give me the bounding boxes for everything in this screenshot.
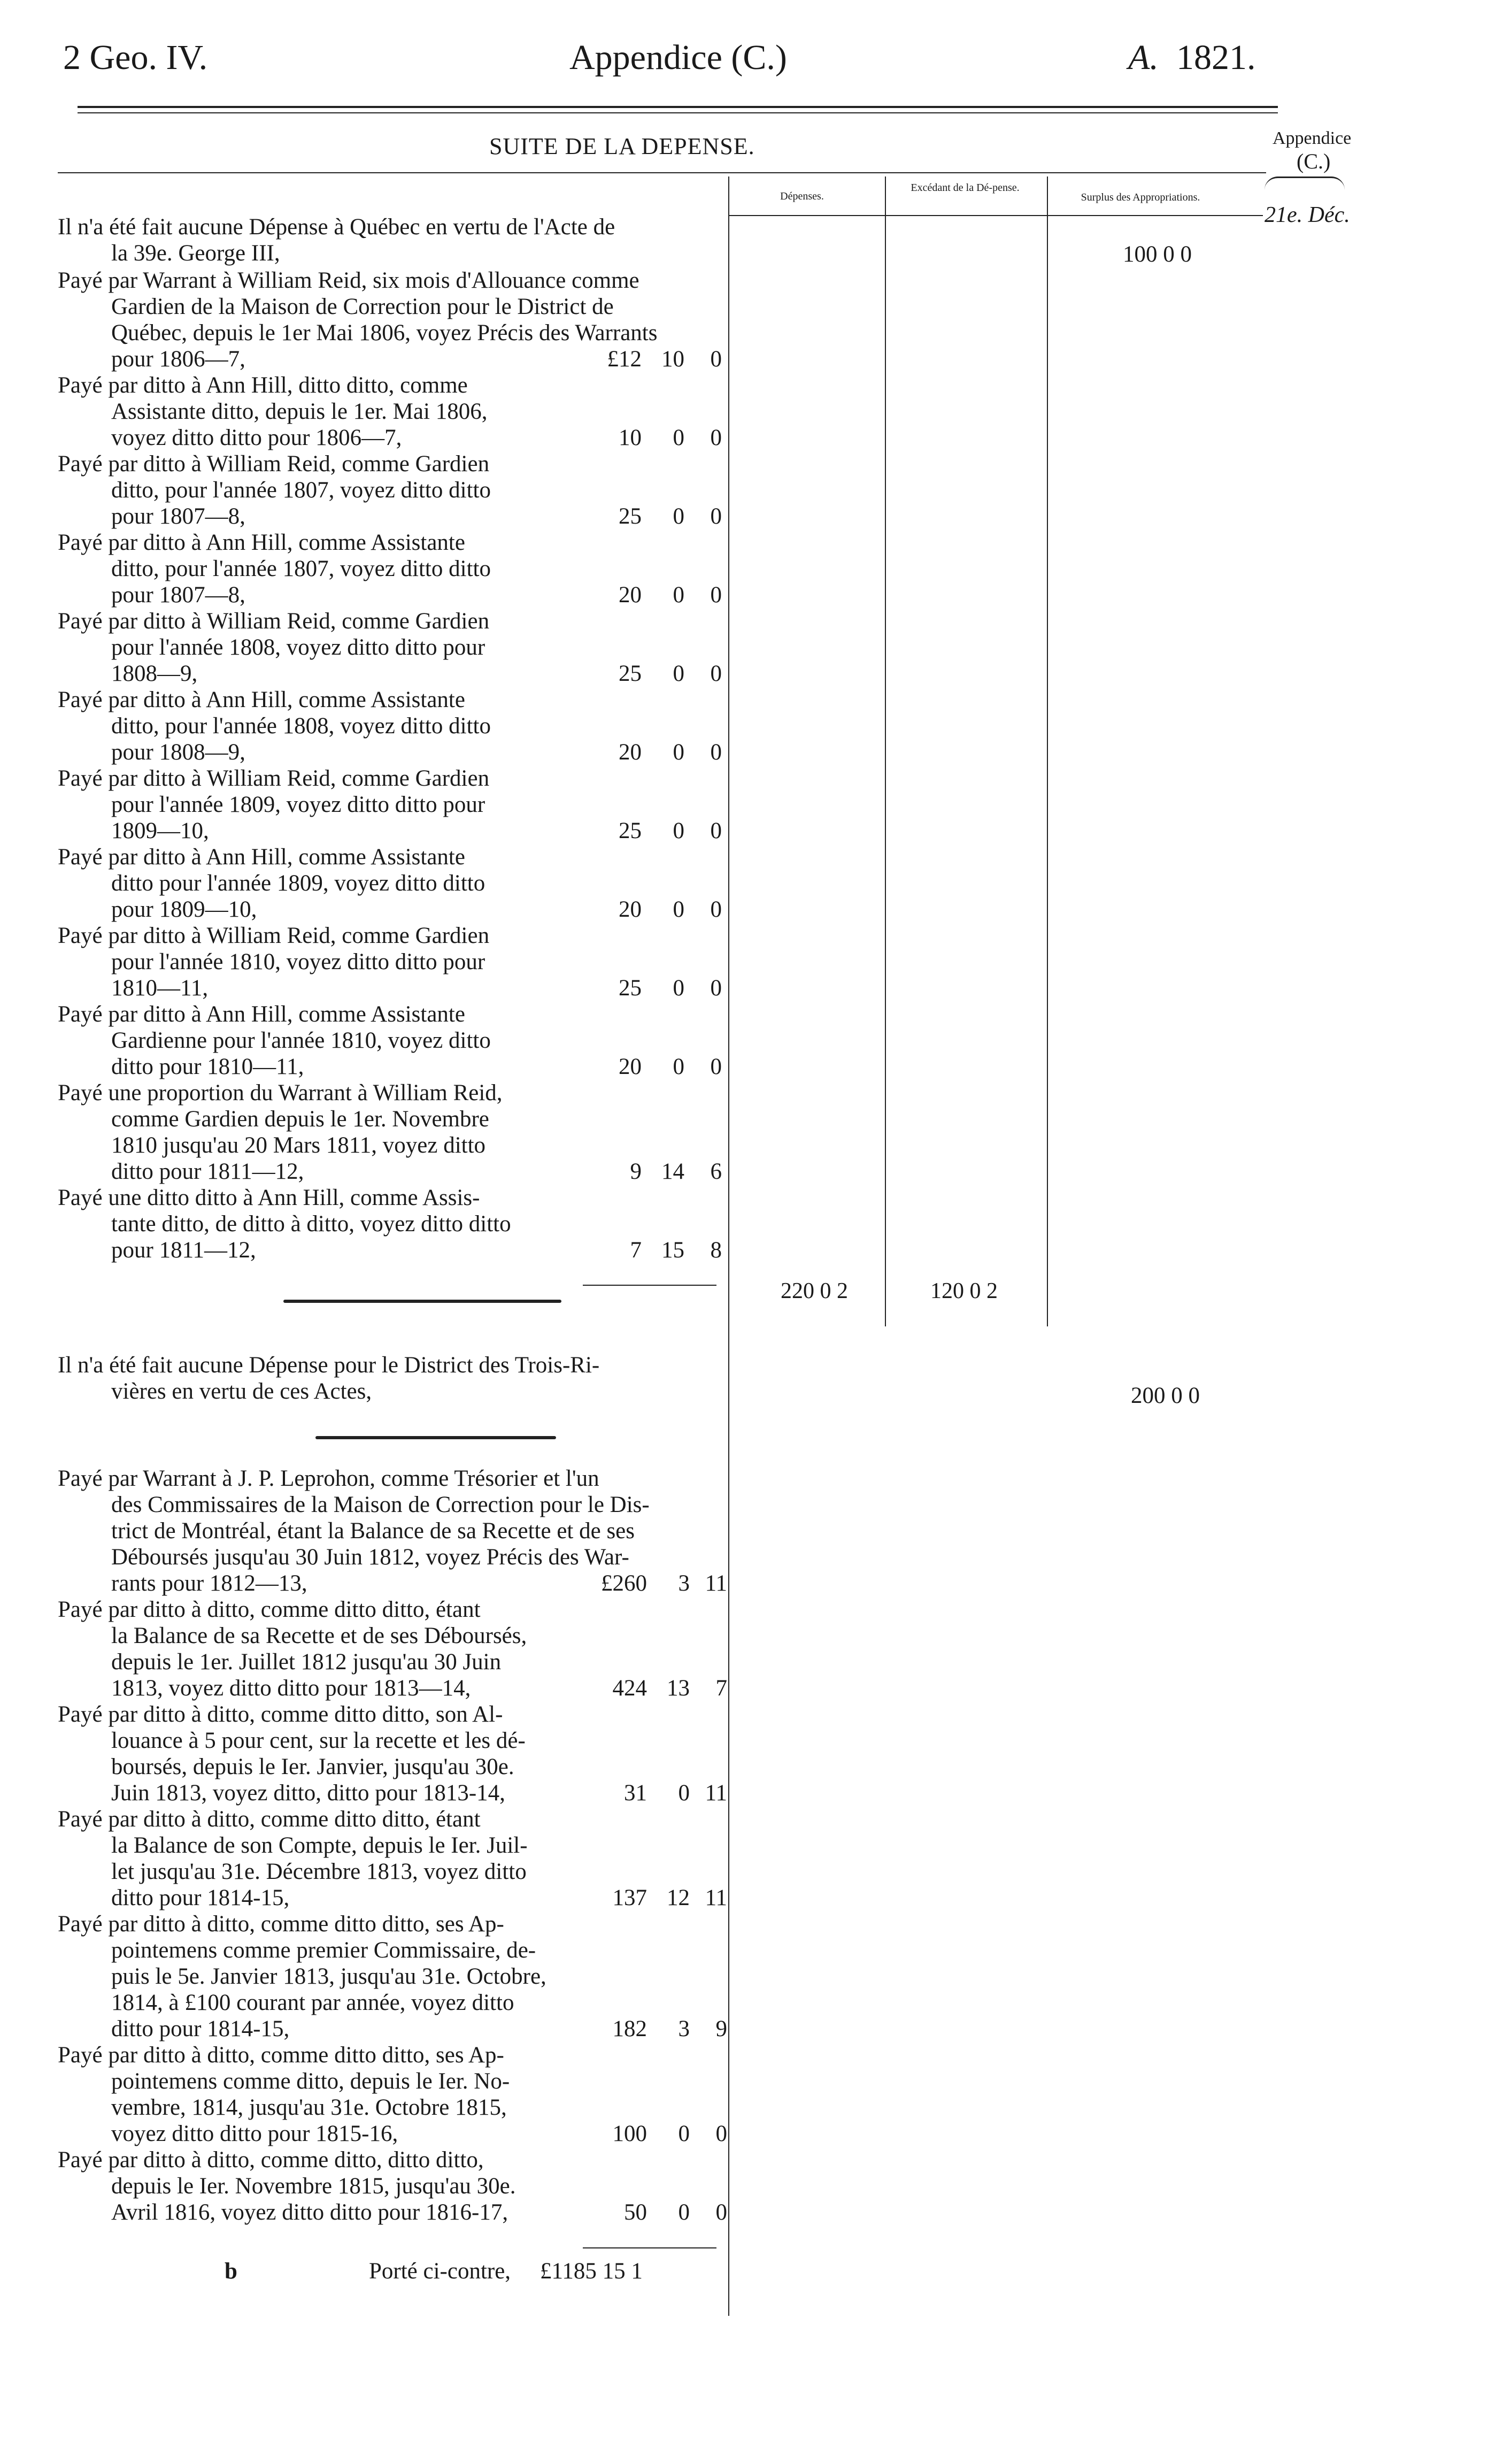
trois-rivieres-section-rule bbox=[315, 1436, 556, 1439]
margin-label-c: (C.) bbox=[1297, 149, 1331, 173]
carried-forward-label: Porté ci-contre, bbox=[369, 2259, 511, 2284]
amount-pence: 0 bbox=[710, 976, 722, 1001]
entry-amount bbox=[551, 2199, 727, 2225]
entry-text: Payé par ditto à William Reid, comme Gardien pour l'année 1808, voyez ditto ditto pour 1808—9, bbox=[58, 609, 490, 686]
amount-shillings: 0 bbox=[673, 897, 684, 922]
amount-shillings: 0 bbox=[673, 661, 684, 686]
page-number-session: 2 Geo. IV. bbox=[63, 38, 208, 77]
amount-pounds: 7 bbox=[630, 1238, 642, 1263]
amount-pence: 11 bbox=[705, 1780, 727, 1806]
entry-text: Payé par ditto à ditto, comme ditto ditto, étant la Balance de sa Recette et de ses Déboursés, depuis le 1er. Juillet 1812 jusqu'au 30 Juin 1813, voyez ditto ditto pour 1813—14, bbox=[58, 1597, 527, 1701]
amount-shillings: 15 bbox=[661, 1238, 684, 1263]
entry-amount bbox=[545, 1237, 722, 1263]
amount-shillings: 0 bbox=[678, 1780, 690, 1806]
amount-shillings: 0 bbox=[673, 504, 684, 529]
amount-pounds: £12 bbox=[607, 347, 642, 372]
col-rule-1 bbox=[728, 176, 729, 2316]
quebec-nil-surplus: 100 0 0 bbox=[1123, 242, 1192, 267]
entry-amount bbox=[545, 582, 722, 608]
footer-signature: b bbox=[225, 2259, 237, 2284]
entry-text: Payé par Warrant à J. P. Leprohon, comme Trésorier et l'un des Commissaires de la Maison de Correction pour le Dis- trict de Montréal, étant la Balance de sa Recette et de ses Déboursés jusqu'au 30 Juin 1812, voyez Précis des War- rants pour 1812—13, bbox=[58, 1466, 650, 1596]
amount-pounds: 20 bbox=[619, 897, 642, 922]
entry-amount bbox=[545, 661, 722, 687]
amount-pounds: 137 bbox=[612, 1885, 647, 1910]
entry-text: Payé par ditto à ditto, comme ditto, ditto ditto, depuis le Ier. Novembre 1815, jusqu'au 30e. Avril 1816, voyez ditto ditto pour 1816-17, bbox=[58, 2147, 516, 2225]
col-header-depenses: Dépenses. bbox=[780, 190, 824, 202]
entry-text: Payé par ditto à ditto, comme ditto ditto, ses Ap- pointemens comme premier Commissaire, de- puis le 5e. Janvier 1813, jusqu'au 31e. Octobre, 1814, à £100 courant par année, voyez ditto ditto pour 1814-15, bbox=[58, 1912, 546, 2041]
entry-amount bbox=[551, 1885, 727, 1911]
amount-pounds: 25 bbox=[619, 504, 642, 529]
header-rule-bottom bbox=[78, 112, 1278, 113]
amount-pence: 0 bbox=[710, 897, 722, 922]
amount-pence: 11 bbox=[705, 1571, 727, 1596]
amount-shillings: 14 bbox=[661, 1159, 684, 1184]
entry-amount bbox=[551, 1780, 727, 1806]
entry-amount bbox=[551, 1570, 727, 1596]
amount-shillings: 0 bbox=[673, 976, 684, 1001]
amount-shillings: 0 bbox=[673, 425, 684, 450]
margin-label: Appendice bbox=[1273, 128, 1352, 148]
entry-amount bbox=[545, 818, 722, 844]
entry-amount bbox=[551, 2016, 727, 2042]
amount-pence: 0 bbox=[710, 1054, 722, 1079]
amount-pence: 0 bbox=[710, 425, 722, 450]
quebec-total-rule bbox=[583, 1285, 716, 1286]
amount-pounds: 25 bbox=[619, 661, 642, 686]
entry-amount bbox=[545, 1054, 722, 1080]
entry-text: Payé par ditto à Ann Hill, comme Assistante ditto, pour l'année 1807, voyez ditto ditto pour 1807—8, bbox=[58, 530, 491, 608]
amount-pounds: 25 bbox=[619, 818, 642, 843]
entry-amount bbox=[545, 739, 722, 765]
amount-pence: 11 bbox=[705, 1885, 727, 1910]
amount-pence: 6 bbox=[710, 1159, 722, 1184]
amount-pence: 0 bbox=[710, 504, 722, 529]
entry-amount bbox=[545, 975, 722, 1001]
amount-pounds: 20 bbox=[619, 582, 642, 608]
amount-pounds: 50 bbox=[624, 2200, 647, 2225]
amount-pence: 0 bbox=[710, 661, 722, 686]
footer-rule bbox=[583, 2247, 716, 2248]
entry-text: Payé par ditto à Ann Hill, ditto ditto, comme Assistante ditto, depuis le 1er. Mai 1806, voyez ditto ditto pour 1806—7, bbox=[58, 373, 488, 450]
amount-shillings: 12 bbox=[667, 1885, 690, 1910]
entry-text: Payé par ditto à William Reid, comme Gardien pour l'année 1810, voyez ditto ditto pour 1810—11, bbox=[58, 923, 490, 1001]
amount-pounds: 31 bbox=[624, 1780, 647, 1806]
amount-pounds: 20 bbox=[619, 1054, 642, 1079]
entry-text: Payé par ditto à Ann Hill, comme Assistante ditto, pour l'année 1808, voyez ditto ditto pour 1808—9, bbox=[58, 687, 491, 765]
amount-pounds: 9 bbox=[630, 1159, 642, 1184]
section-title: SUITE DE LA DEPENSE. bbox=[489, 133, 755, 159]
entry-amount bbox=[545, 503, 722, 529]
entry-amount bbox=[551, 1675, 727, 1701]
entry-text: Payé une ditto ditto à Ann Hill, comme Assis- tante ditto, de ditto à ditto, voyez ditto ditto pour 1811—12, bbox=[58, 1185, 511, 1263]
amount-shillings: 3 bbox=[678, 1571, 690, 1596]
amount-shillings: 0 bbox=[673, 1054, 684, 1079]
journal-year: 1821. bbox=[1176, 38, 1256, 77]
amount-pounds: 182 bbox=[612, 2016, 647, 2041]
entry-text: Payé par ditto à ditto, comme ditto ditto, étant la Balance de son Compte, depuis le Ier. Juil- let jusqu'au 31e. Décembre 1813, voyez ditto ditto pour 1814-15, bbox=[58, 1807, 528, 1910]
amount-pounds: 20 bbox=[619, 740, 642, 765]
margin-date: 21e. Déc. bbox=[1265, 203, 1350, 227]
amount-shillings: 0 bbox=[673, 740, 684, 765]
col-header-surplus: Surplus des Appropriations. bbox=[1081, 191, 1200, 203]
col-rule-2 bbox=[885, 176, 886, 1326]
amount-shillings: 0 bbox=[673, 818, 684, 843]
amount-pence: 8 bbox=[710, 1238, 722, 1263]
amount-pence: 0 bbox=[710, 582, 722, 608]
amount-pence: 9 bbox=[715, 2016, 727, 2041]
amount-shillings: 13 bbox=[667, 1676, 690, 1701]
col-header-excedant: Excédant de la Dé-pense. bbox=[911, 182, 1020, 194]
title-rule bbox=[58, 172, 1266, 173]
entry-amount bbox=[545, 896, 722, 923]
journal-letter: A. bbox=[1128, 38, 1159, 77]
amount-pounds: 10 bbox=[619, 425, 642, 450]
trois-rivieres-text: Il n'a été fait aucune Dépense pour le District des Trois-Ri- vières en vertu de ces Actes, bbox=[58, 1353, 600, 1404]
entry-amount bbox=[545, 346, 722, 372]
quebec-total-excedant: 120 0 2 bbox=[930, 1279, 998, 1303]
amount-pence: 0 bbox=[710, 740, 722, 765]
amount-pounds: 100 bbox=[612, 2121, 647, 2146]
header-rule-top bbox=[78, 106, 1278, 108]
entry-amount bbox=[545, 425, 722, 451]
amount-shillings: 3 bbox=[678, 2016, 690, 2041]
entry-text: Payé par ditto à William Reid, comme Gardien ditto, pour l'année 1807, voyez ditto ditto pour 1807—8, bbox=[58, 451, 491, 529]
entry-amount bbox=[545, 1158, 722, 1185]
quebec-total-depenses: 220 0 2 bbox=[781, 1279, 848, 1303]
amount-pence: 0 bbox=[710, 818, 722, 843]
amount-pounds: 424 bbox=[612, 1676, 647, 1701]
amount-pence: 7 bbox=[715, 1676, 727, 1701]
col-rule-3 bbox=[1047, 176, 1048, 1326]
quebec-nil-text: Il n'a été fait aucune Dépense à Québec en vertu de l'Acte de la 39e. George III, bbox=[58, 214, 615, 266]
running-title: Appendice (C.) bbox=[569, 38, 787, 77]
amount-shillings: 10 bbox=[661, 347, 684, 372]
quebec-section-rule bbox=[283, 1300, 561, 1303]
amount-shillings: 0 bbox=[673, 582, 684, 608]
col-header-underline bbox=[728, 215, 1263, 216]
entry-text: Payé par ditto à ditto, comme ditto ditto, son Al- louance à 5 pour cent, sur la recette et les dé- boursés, depuis le Ier. Janvier, jusqu'au 30e. Juin 1813, voyez ditto, ditto pour 1813-14, bbox=[58, 1702, 526, 1806]
entry-text: Payé une proportion du Warrant à William Reid, comme Gardien depuis le 1er. Novembre 1810 jusqu'au 20 Mars 1811, voyez ditto ditto pour 1811—12, bbox=[58, 1080, 503, 1184]
amount-shillings: 0 bbox=[678, 2121, 690, 2146]
entry-text: Payé par ditto à William Reid, comme Gardien pour l'année 1809, voyez ditto ditto pour 1809—10, bbox=[58, 766, 490, 843]
amount-pence: 0 bbox=[715, 2121, 727, 2146]
amount-shillings: 0 bbox=[678, 2200, 690, 2225]
amount-pence: 0 bbox=[710, 347, 722, 372]
entry-text: Payé par ditto à Ann Hill, comme Assistante ditto pour l'année 1809, voyez ditto ditto pour 1809—10, bbox=[58, 845, 485, 922]
amount-pounds: 25 bbox=[619, 976, 642, 1001]
entry-amount bbox=[551, 2121, 727, 2147]
entry-text: Payé par Warrant à William Reid, six mois d'Allouance comme Gardien de la Maison de Correction pour le District de Québec, depuis le 1er Mai 1806, voyez Précis des Warrants pour 1806—7, bbox=[58, 268, 658, 372]
amount-pounds: £260 bbox=[601, 1571, 647, 1596]
entry-text: Payé par ditto à ditto, comme ditto ditto, ses Ap- pointemens comme ditto, depuis le Ier. No- vembre, 1814, jusqu'au 31e. Octobre 1815, voyez ditto ditto pour 1815-16, bbox=[58, 2043, 510, 2146]
entry-text: Payé par ditto à Ann Hill, comme Assistante Gardienne pour l'année 1810, voyez ditto ditto pour 1810—11, bbox=[58, 1002, 491, 1079]
carried-forward-amount: £1185 15 1 bbox=[540, 2259, 643, 2284]
amount-pence: 0 bbox=[715, 2200, 727, 2225]
trois-rivieres-surplus: 200 0 0 bbox=[1131, 1383, 1200, 1408]
margin-brace bbox=[1265, 176, 1345, 190]
